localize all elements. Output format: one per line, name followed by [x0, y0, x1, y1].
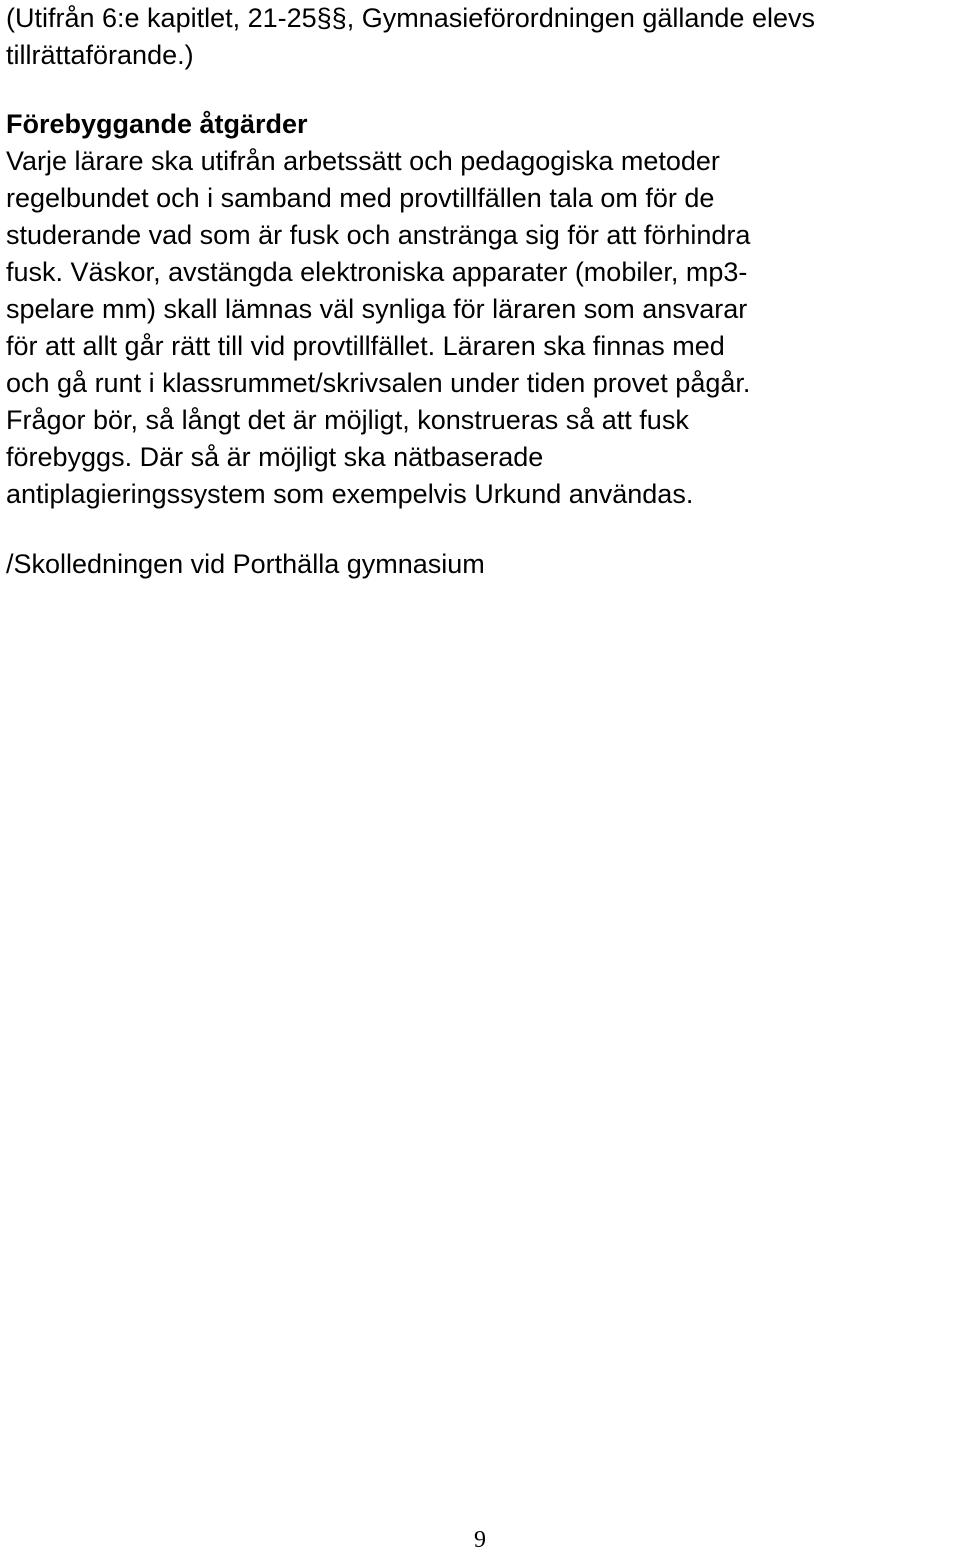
- body-paragraph: [6, 143, 956, 513]
- paragraph-line: regelbundet och i samband med provtillfällen tala om för de: [6, 183, 715, 213]
- paragraph-line: Varje lärare ska utifrån arbetssätt och pedagogiska metoder: [6, 146, 720, 176]
- page-number: 9: [474, 1527, 486, 1553]
- paragraph-line: antiplagieringssystem som exempelvis Urkund användas.: [6, 479, 694, 509]
- paragraph-line: studerande vad som är fusk och anstränga sig för att förhindra: [6, 220, 751, 250]
- paragraph-line: förebyggs. Där så är möjligt ska nätbaserade: [6, 442, 544, 472]
- paragraph-line: spelare mm) skall lämnas väl synliga för läraren som ansvarar: [6, 294, 748, 324]
- paragraph-line: och gå runt i klassrummet/skrivsalen under tiden provet pågår.: [6, 368, 751, 398]
- intro-citation: [6, 0, 956, 74]
- paragraph-line: fusk. Väskor, avstängda elektroniska apparater (mobiler, mp3-: [6, 257, 748, 287]
- section-heading: Förebyggande åtgärder: [6, 109, 308, 139]
- intro-line: (Utifrån 6:e kapitlet, 21-25§§, Gymnasieförordningen gällande elevs: [6, 3, 815, 33]
- paragraph-line: Frågor bör, så långt det är möjligt, konstrueras så att fusk: [6, 405, 689, 435]
- signature-line: /Skolledningen vid Porthälla gymnasium: [6, 549, 485, 579]
- paragraph-line: för att allt går rätt till vid provtillfället. Läraren ska finnas med: [6, 331, 725, 361]
- intro-line: tillrättaförande.): [6, 40, 194, 70]
